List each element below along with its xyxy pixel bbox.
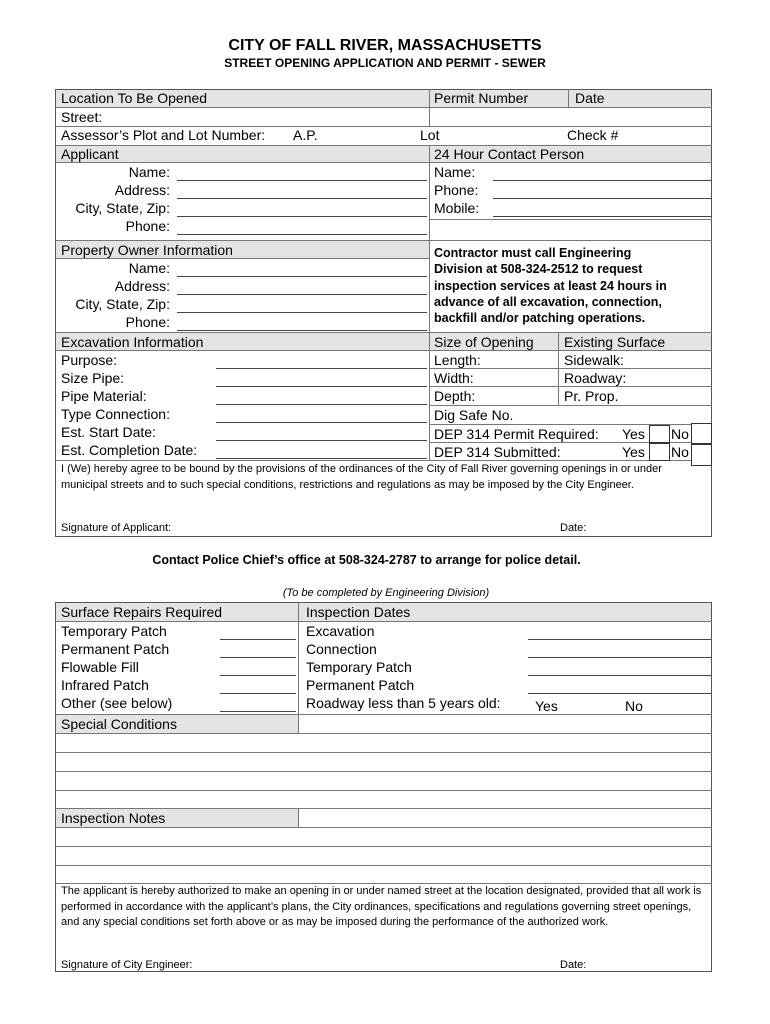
engineering-note: (To be completed by Engineering Division) <box>282 587 490 599</box>
surface-repair-item: Infrared Patch <box>61 677 149 693</box>
connection-date-field[interactable] <box>528 657 711 658</box>
temporary-patch-field[interactable] <box>220 639 296 640</box>
type-connection-field[interactable] <box>216 422 427 423</box>
applicant-heading: Applicant <box>61 146 119 162</box>
inspection-date-item: Connection <box>306 641 377 657</box>
owner-phone-field[interactable] <box>177 330 427 331</box>
contractor-notice-line: inspection services at least 24 hours in <box>434 279 667 293</box>
contact24-mobile-field[interactable] <box>493 216 711 217</box>
engineer-signature-date-label: Date: <box>560 959 587 971</box>
dep-submitted-no-label: No <box>671 444 689 460</box>
check-label: Check # <box>567 127 619 143</box>
police-notice: Contact Police Chief’s office at 508-324-2787 to arrange for police detail. <box>152 553 581 567</box>
dep-required-yes-checkbox[interactable] <box>649 425 670 443</box>
surface-repair-item: Permanent Patch <box>61 641 170 657</box>
surface-repairs-heading: Surface Repairs Required <box>61 604 223 620</box>
length-label: Length: <box>434 352 481 368</box>
lot-label: Lot <box>420 127 440 143</box>
contact24-heading: 24 Hour Contact Person <box>434 146 585 162</box>
inspection-date-item: Temporary Patch <box>306 659 412 675</box>
permanent-patch-field[interactable] <box>220 657 296 658</box>
inspection-date-item: Excavation <box>306 623 375 639</box>
assessor-label: Assessor’s Plot and Lot Number: <box>61 127 266 143</box>
width-label: Width: <box>434 370 474 386</box>
start-date-field[interactable] <box>216 440 427 441</box>
other-field[interactable] <box>220 711 296 712</box>
applicant-phone-label: Phone: <box>125 218 170 234</box>
surface-repair-item: Other (see below) <box>61 695 173 711</box>
dep-required-yes-label: Yes <box>622 426 645 442</box>
dep-submitted-label: DEP 314 Submitted: <box>434 444 561 460</box>
applicant-address-field[interactable] <box>177 198 427 199</box>
start-date-label: Est. Start Date: <box>61 424 156 440</box>
page-subtitle: STREET OPENING APPLICATION AND PERMIT - SEWER <box>224 56 546 70</box>
applicant-name-field[interactable] <box>177 180 427 181</box>
date-label: Date <box>575 90 605 106</box>
authorization-text: The applicant is hereby authorized to make an opening in or under named street at the location designated, provided that all work is performed in accordance with the applicant’s plans, the City ordinances, specifications and regulations governing street openings, and any special conditions set forth above or as may be imposed during the performance of the authorized work. <box>61 885 702 928</box>
page-title: CITY OF FALL RIVER, MASSACHUSETTS <box>228 37 542 54</box>
depth-label: Depth: <box>434 388 476 404</box>
flowable-fill-field[interactable] <box>220 675 296 676</box>
roadway-age-label: Roadway less than 5 years old: <box>306 695 501 711</box>
agreement-text: I (We) hereby agree to be bound by the provisions of the ordinances of the City of Fall River governing openings in or under municipal streets and to such special conditions, restrictions and regulations as may be imposed by the City Engineer. <box>61 463 662 491</box>
special-conditions-heading: Special Conditions <box>61 716 177 732</box>
dep-required-no-checkbox[interactable] <box>691 423 712 444</box>
pipe-material-field[interactable] <box>216 404 427 405</box>
applicant-signature-date-label: Date: <box>560 522 587 534</box>
street-label: Street: <box>61 109 103 125</box>
roadway-age-no[interactable]: No <box>625 698 643 714</box>
contractor-notice-line: Division at 508-324-2512 to request <box>434 262 643 276</box>
dep-submitted-yes-checkbox[interactable] <box>649 443 670 461</box>
applicant-phone-field[interactable] <box>177 234 427 235</box>
sidewalk-label: Sidewalk: <box>564 352 624 368</box>
contractor-notice-line: Contractor must call Engineering <box>434 246 632 260</box>
purpose-label: Purpose: <box>61 352 118 368</box>
owner-address-field[interactable] <box>177 294 427 295</box>
size-pipe-field[interactable] <box>216 386 427 387</box>
surface-repair-item: Flowable Fill <box>61 659 139 675</box>
roadway-label: Roadway: <box>564 370 627 386</box>
roadway-age-yes[interactable]: Yes <box>535 698 558 714</box>
infrared-patch-field[interactable] <box>220 693 296 694</box>
contractor-notice-line: advance of all excavation, connection, <box>434 295 662 309</box>
contact24-phone-field[interactable] <box>493 198 711 199</box>
owner-phone-label: Phone: <box>125 314 170 330</box>
dep-required-label: DEP 314 Permit Required: <box>434 426 599 442</box>
dig-safe-label: Dig Safe No. <box>434 407 514 423</box>
size-opening-heading: Size of Opening <box>434 334 534 350</box>
owner-name-label: Name: <box>128 260 170 276</box>
contact24-name-label: Name: <box>434 164 476 180</box>
owner-heading: Property Owner Information <box>61 242 233 258</box>
owner-address-label: Address: <box>114 278 170 294</box>
inspection-notes-heading: Inspection Notes <box>61 810 166 826</box>
applicant-address-label: Address: <box>114 182 170 198</box>
pipe-material-label: Pipe Material: <box>61 388 147 404</box>
contact24-mobile-label: Mobile: <box>434 200 480 216</box>
surface-repair-item: Temporary Patch <box>61 623 167 639</box>
temporary-patch-date-field[interactable] <box>528 675 711 676</box>
size-pipe-label: Size Pipe: <box>61 370 125 386</box>
existing-surface-heading: Existing Surface <box>564 334 666 350</box>
completion-date-label: Est. Completion Date: <box>61 442 198 458</box>
ap-label: A.P. <box>293 127 318 143</box>
inspection-dates-heading: Inspection Dates <box>306 604 411 620</box>
location-heading: Location To Be Opened <box>61 90 208 106</box>
permanent-patch-date-field[interactable] <box>528 693 711 694</box>
contact24-phone-label: Phone: <box>434 182 479 198</box>
owner-name-field[interactable] <box>177 276 427 277</box>
pr-prop-label: Pr. Prop. <box>564 388 619 404</box>
inspection-date-item: Permanent Patch <box>306 677 415 693</box>
excavation-date-field[interactable] <box>528 639 711 640</box>
applicant-name-label: Name: <box>128 164 170 180</box>
applicant-signature-label: Signature of Applicant: <box>61 522 172 534</box>
contact24-name-field[interactable] <box>493 180 711 181</box>
excavation-heading: Excavation Information <box>61 334 204 350</box>
owner-city-label: City, State, Zip: <box>75 296 170 312</box>
completion-date-field[interactable] <box>216 458 427 459</box>
dep-submitted-yes-label: Yes <box>622 444 645 460</box>
permit-number-label: Permit Number <box>434 90 529 106</box>
contractor-notice-line: backfill and/or patching operations. <box>434 311 646 325</box>
type-connection-label: Type Connection: <box>61 406 170 422</box>
purpose-field[interactable] <box>216 368 427 369</box>
dep-required-no-label: No <box>671 426 689 442</box>
applicant-city-field[interactable] <box>177 216 427 217</box>
applicant-city-label: City, State, Zip: <box>75 200 170 216</box>
engineer-signature-label: Signature of City Engineer: <box>61 959 193 971</box>
owner-city-field[interactable] <box>177 312 427 313</box>
